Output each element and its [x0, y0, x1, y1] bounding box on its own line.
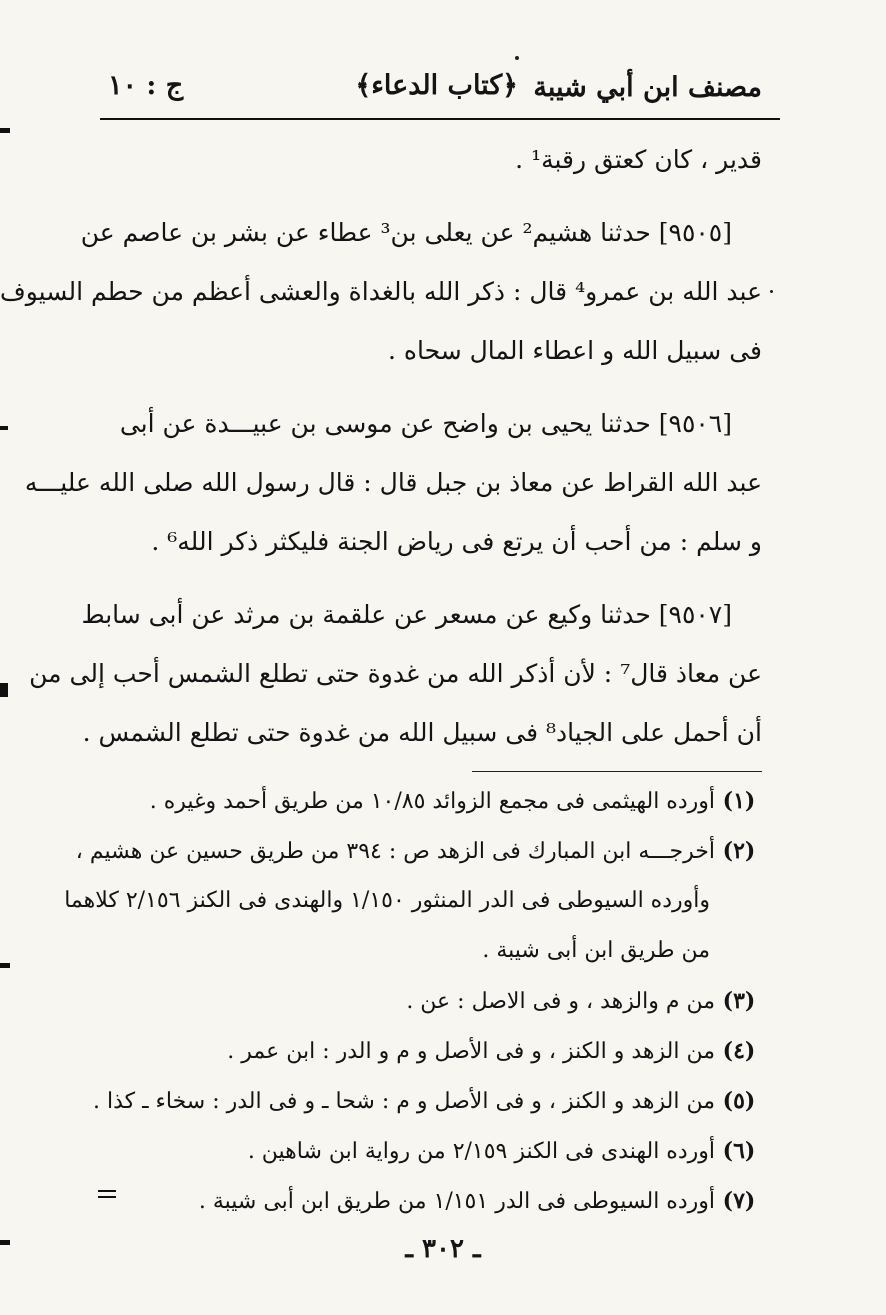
text-line: و سلم : من أحب أن يرتع فى رياض الجنة فليكثر ذكر الله⁶ .: [151, 527, 762, 556]
footnote-marker: (١): [722, 788, 756, 814]
book-title: مصنف ابن أبي شيبة: [533, 72, 762, 103]
footnote-text: أورده الهيثمى فى مجمع الزوائد ١٠/٨٥ من طريق أحمد وغيره .: [149, 789, 715, 814]
footnote-5: [86, 1076, 756, 1126]
footnote-marker: (٣): [722, 988, 756, 1014]
footnote-6: [86, 1126, 756, 1176]
running-header: [100, 66, 780, 116]
scan-mark: [0, 683, 8, 697]
footnote-7: [86, 1176, 756, 1226]
scan-mark: [0, 426, 8, 430]
scan-speck: [770, 290, 773, 293]
footnote-text: من م والزهد ، و فى الاصل : عن .: [406, 989, 715, 1014]
footnote-marker: (٤): [722, 1038, 756, 1064]
footnote-text: من الزهد و الكنز ، و فى الأصل و م و الدر : ابن عمر .: [227, 1039, 715, 1064]
footnote-4: [86, 1026, 756, 1076]
footnotes: [64, 776, 756, 1226]
footnote-text: أورده الهندى فى الكنز ٢/١٥٩ من رواية ابن شاهين .: [247, 1139, 715, 1164]
text-line: عبد الله بن عمرو⁴ قال : ذكر الله بالغداة والعشى أعظم من حطم السيوف: [0, 277, 762, 306]
chapter-title: ﴿كتاب الدعاء﴾: [355, 70, 518, 101]
hadith-9505-line: [٩٥٠٥] حدثنا هشيم² عن يعلى بن³ عطاء عن بشر بن عاصم عن: [80, 218, 732, 247]
footnote-1: [86, 776, 756, 826]
text-line: عبد الله القراط عن معاذ بن جبل قال : قال رسول الله صلى الله عليـــه: [24, 468, 762, 497]
footnote-2-continued: وأورده السيوطى فى الدر المنثور ١/١٥٠ والهندى فى الكنز ٢/١٥٦ كلاهما: [64, 888, 710, 913]
main-text: [0, 130, 762, 762]
hadith-9506-line: [٩٥٠٦] حدثنا يحيى بن واضح عن موسى بن عبيـــدة عن أبى: [119, 409, 732, 438]
page-number: ـ ٣٠٢ ـ: [405, 1234, 481, 1264]
footnote-rule: [472, 771, 762, 772]
footnote-marker: (٦): [722, 1138, 756, 1164]
footnote-3: [86, 976, 756, 1026]
footnote-text: أورده السيوطى فى الدر ١/١٥١ من طريق ابن أبى شيبة .: [198, 1189, 715, 1214]
footnote-marker: (٥): [722, 1088, 756, 1114]
scan-mark: [0, 963, 10, 968]
text-line: فى سبيل الله و اعطاء المال سحاه .: [388, 336, 762, 365]
volume-number: ج : ١٠: [108, 70, 184, 101]
scan-speck: [515, 56, 519, 60]
footnote-text: أخرجـــه ابن المبارك فى الزهد ص : ٣٩٤ من طريق حسين عن هشيم ،: [75, 839, 715, 864]
scan-mark: [0, 1240, 10, 1245]
footnote-text: من الزهد و الكنز ، و فى الأصل و م : شحا ـ و فى الدر : سخاء ـ كذا .: [92, 1089, 715, 1114]
hadith-9507-line: [٩٥٠٧] حدثنا وكيع عن مسعر عن علقمة بن مرثد عن أبى سابط: [81, 600, 732, 629]
footnote-marker: (٢): [722, 838, 756, 864]
text-line: عن معاذ قال⁷ : لأن أذكر الله من غدوة حتى تطلع الشمس أحب إلى من: [29, 659, 762, 688]
scan-mark: [0, 128, 10, 133]
scan-mark: [98, 1190, 116, 1192]
text-line: قدير ، كان كعتق رقبة¹ .: [515, 145, 762, 174]
footnote-marker: (٧): [722, 1188, 756, 1214]
footnote-2: [75, 826, 756, 876]
text-line: أن أحمل على الجياد⁸ فى سبيل الله من غدوة حتى تطلع الشمس .: [82, 718, 762, 747]
scan-mark: [98, 1196, 116, 1198]
footnote-2-continued: من طريق ابن أبى شيبة .: [482, 938, 710, 963]
header-rule: [100, 118, 780, 120]
